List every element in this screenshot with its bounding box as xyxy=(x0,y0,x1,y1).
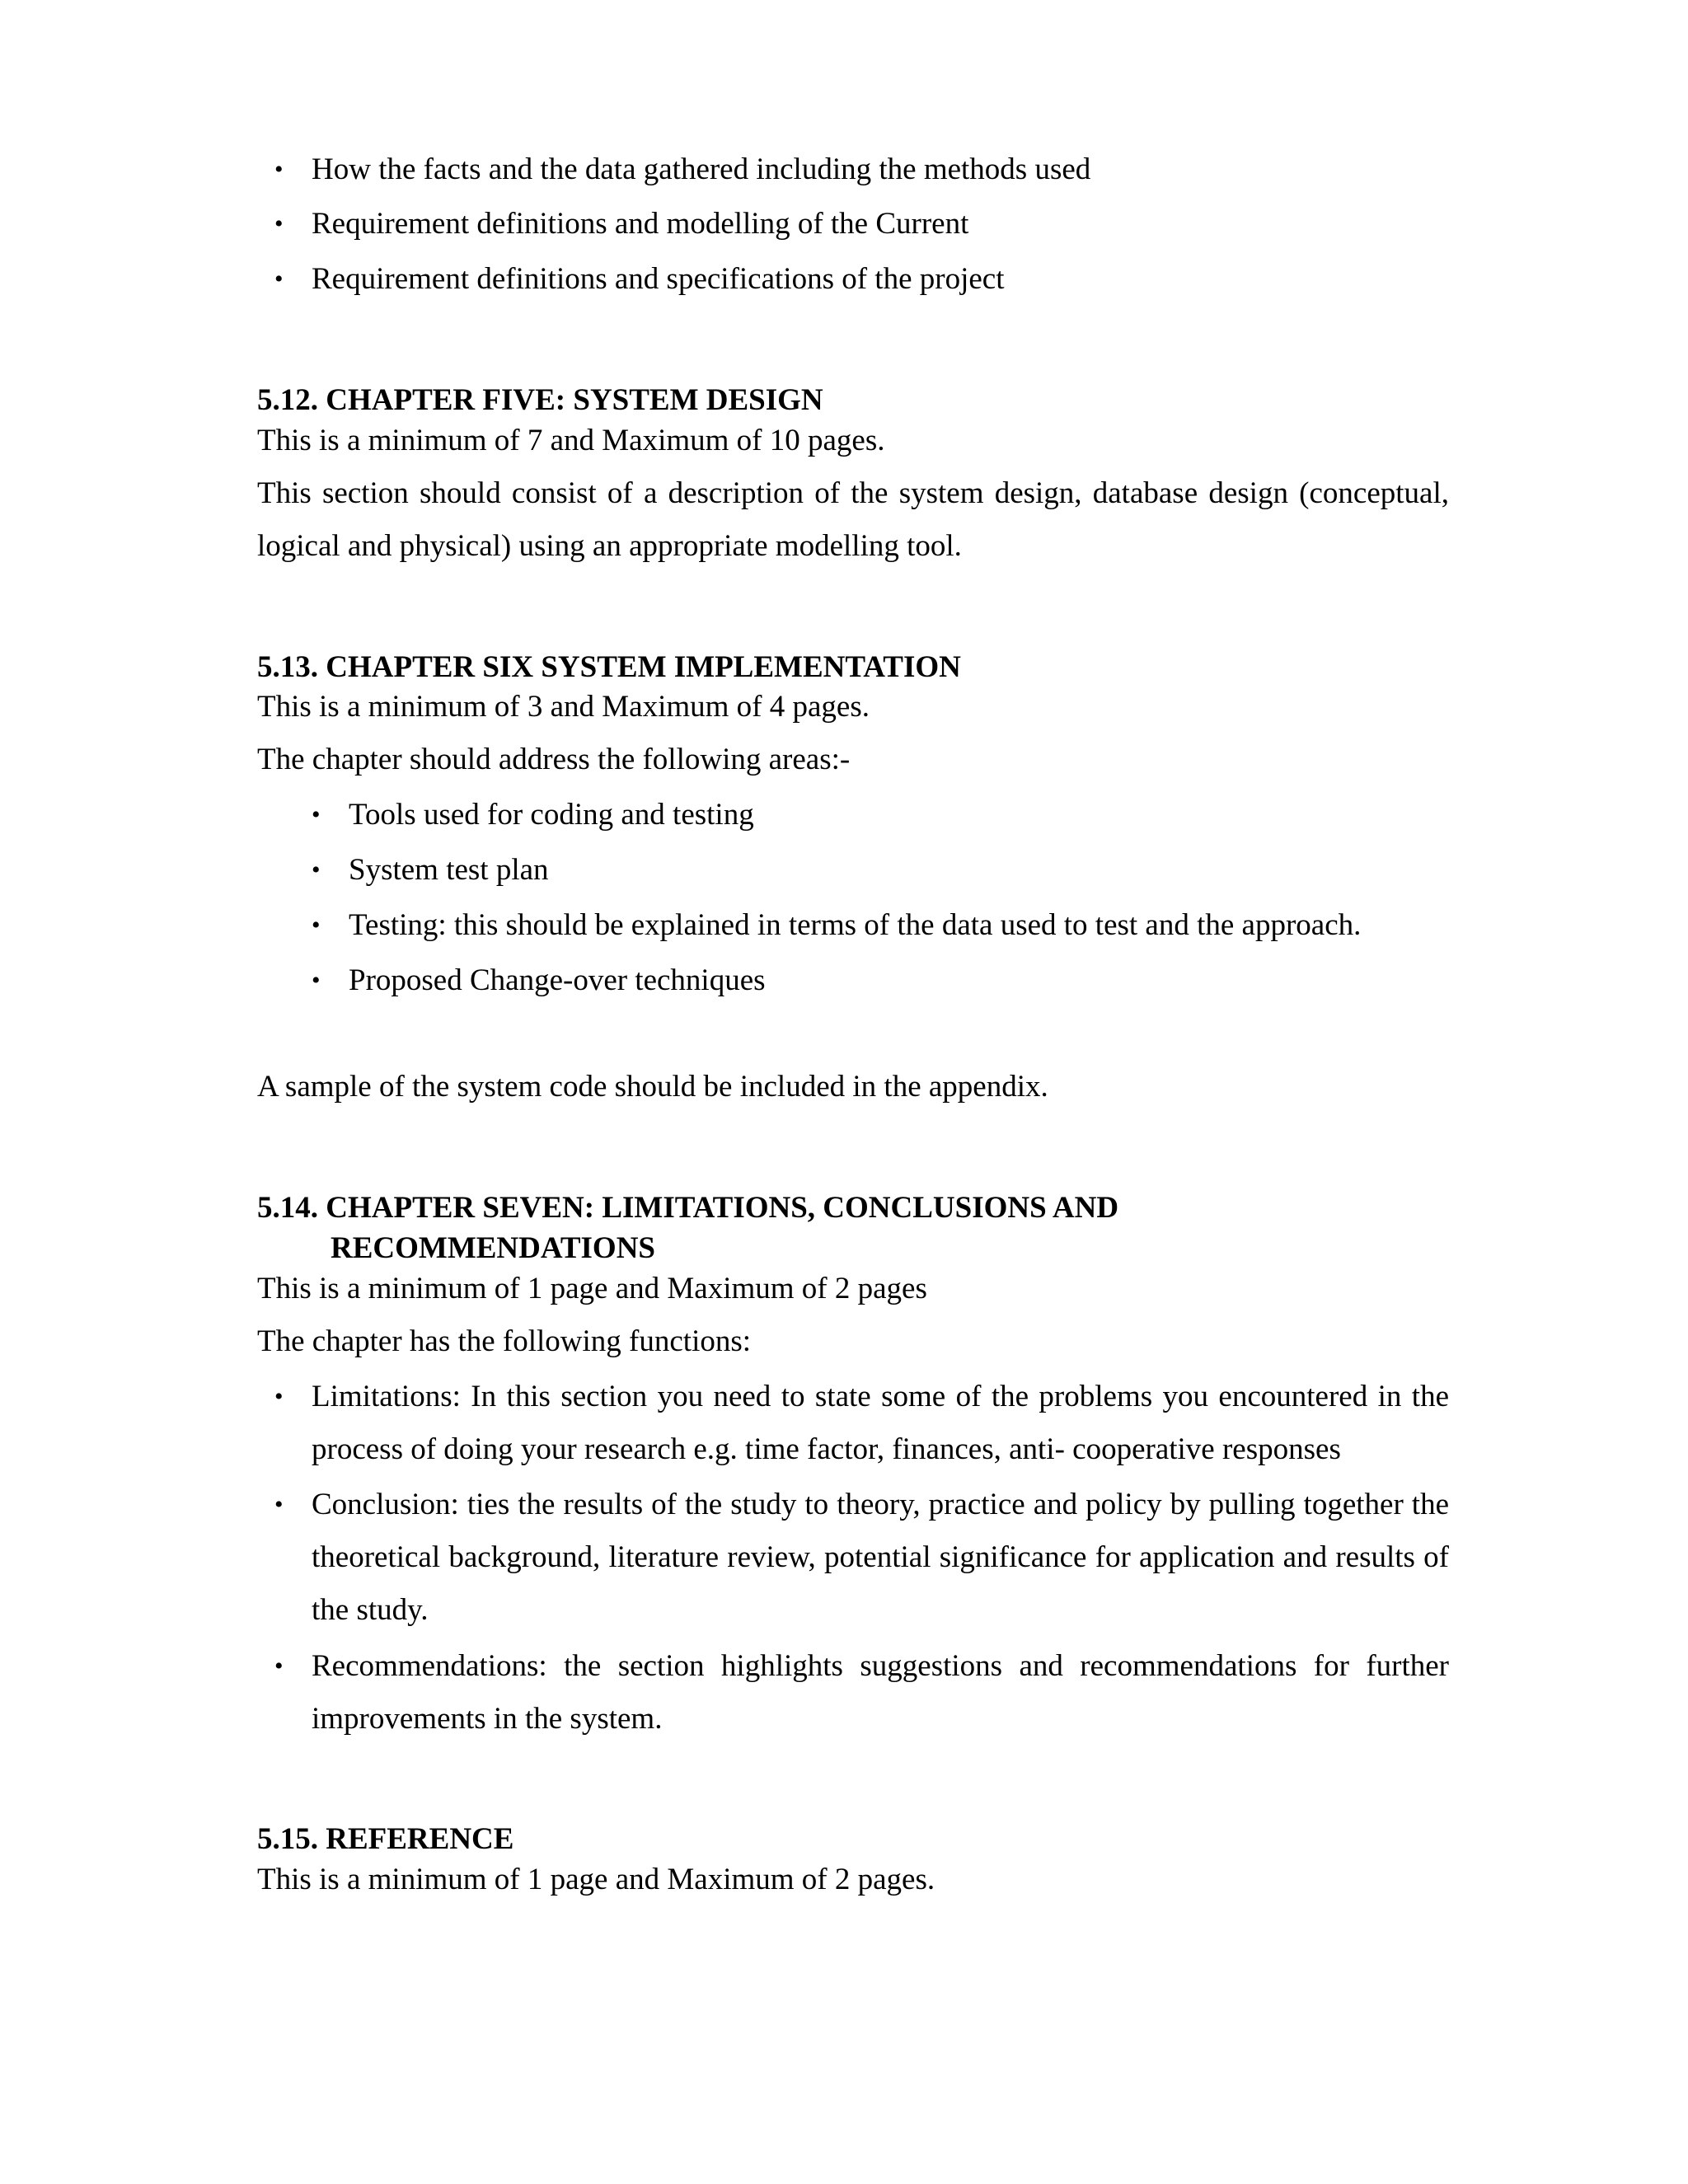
list-item: Tools used for coding and testing xyxy=(349,798,754,832)
section-heading: 5.12. CHAPTER FIVE: SYSTEM DESIGN xyxy=(257,383,823,417)
bullet-icon: • xyxy=(274,1383,284,1410)
bullet-icon: • xyxy=(312,912,321,939)
bullet-icon: • xyxy=(312,967,321,994)
section-intro: The chapter should address the following areas:- xyxy=(257,743,851,776)
section-intro: The chapter has the following functions: xyxy=(257,1324,752,1358)
list-item: How the facts and the data gathered including the methods used xyxy=(312,152,1091,186)
list-item: Limitations: In this section you need to state some of the problems you encountered in the process of doing your research e.g. time factor, finances, anti- cooperative responses xyxy=(312,1380,1449,1466)
section-heading: 5.14. CHAPTER SEVEN: LIMITATIONS, CONCLUSIONS AND xyxy=(257,1191,1119,1225)
list-item: Proposed Change-over techniques xyxy=(349,963,766,997)
bullet-icon: • xyxy=(274,156,284,183)
page-count-text: This is a minimum of 1 page and Maximum of 2 pages xyxy=(257,1272,927,1305)
section-note: A sample of the system code should be included in the appendix. xyxy=(257,1070,1048,1104)
bullet-icon: • xyxy=(274,265,284,293)
bullet-icon: • xyxy=(312,856,321,883)
page-count-text: This is a minimum of 1 page and Maximum of 2 pages. xyxy=(257,1863,935,1896)
section-heading-continued: RECOMMENDATIONS xyxy=(331,1231,655,1265)
list-item: Requirement definitions and specifications of the project xyxy=(312,262,1005,296)
list-item: System test plan xyxy=(349,853,549,887)
bullet-icon: • xyxy=(274,210,284,237)
list-item: Requirement definitions and modelling of the Current xyxy=(312,207,969,241)
section-heading: 5.13. CHAPTER SIX SYSTEM IMPLEMENTATION xyxy=(257,650,961,684)
list-item: Recommendations: the section highlights suggestions and recommendations for further improvements in the system. xyxy=(312,1649,1449,1736)
list-item: Conclusion: ties the results of the study to theory, practice and policy by pulling together the theoretical background, literature review, potential significance for application and results of the study. xyxy=(312,1488,1449,1627)
bullet-icon: • xyxy=(274,1491,284,1518)
page-count-text: This is a minimum of 3 and Maximum of 4 pages. xyxy=(257,690,870,724)
bullet-icon: • xyxy=(312,801,321,828)
list-item: Testing: this should be explained in terms of the data used to test and the approach. xyxy=(349,908,1362,942)
page-count-text: This is a minimum of 7 and Maximum of 10 pages. xyxy=(257,424,885,457)
section-body: This section should consist of a description of the system design, database design (conceptual, logical and physical) using an appropriate modelling tool. xyxy=(257,476,1449,563)
bullet-icon: • xyxy=(274,1652,284,1680)
section-heading: 5.15. REFERENCE xyxy=(257,1822,514,1856)
